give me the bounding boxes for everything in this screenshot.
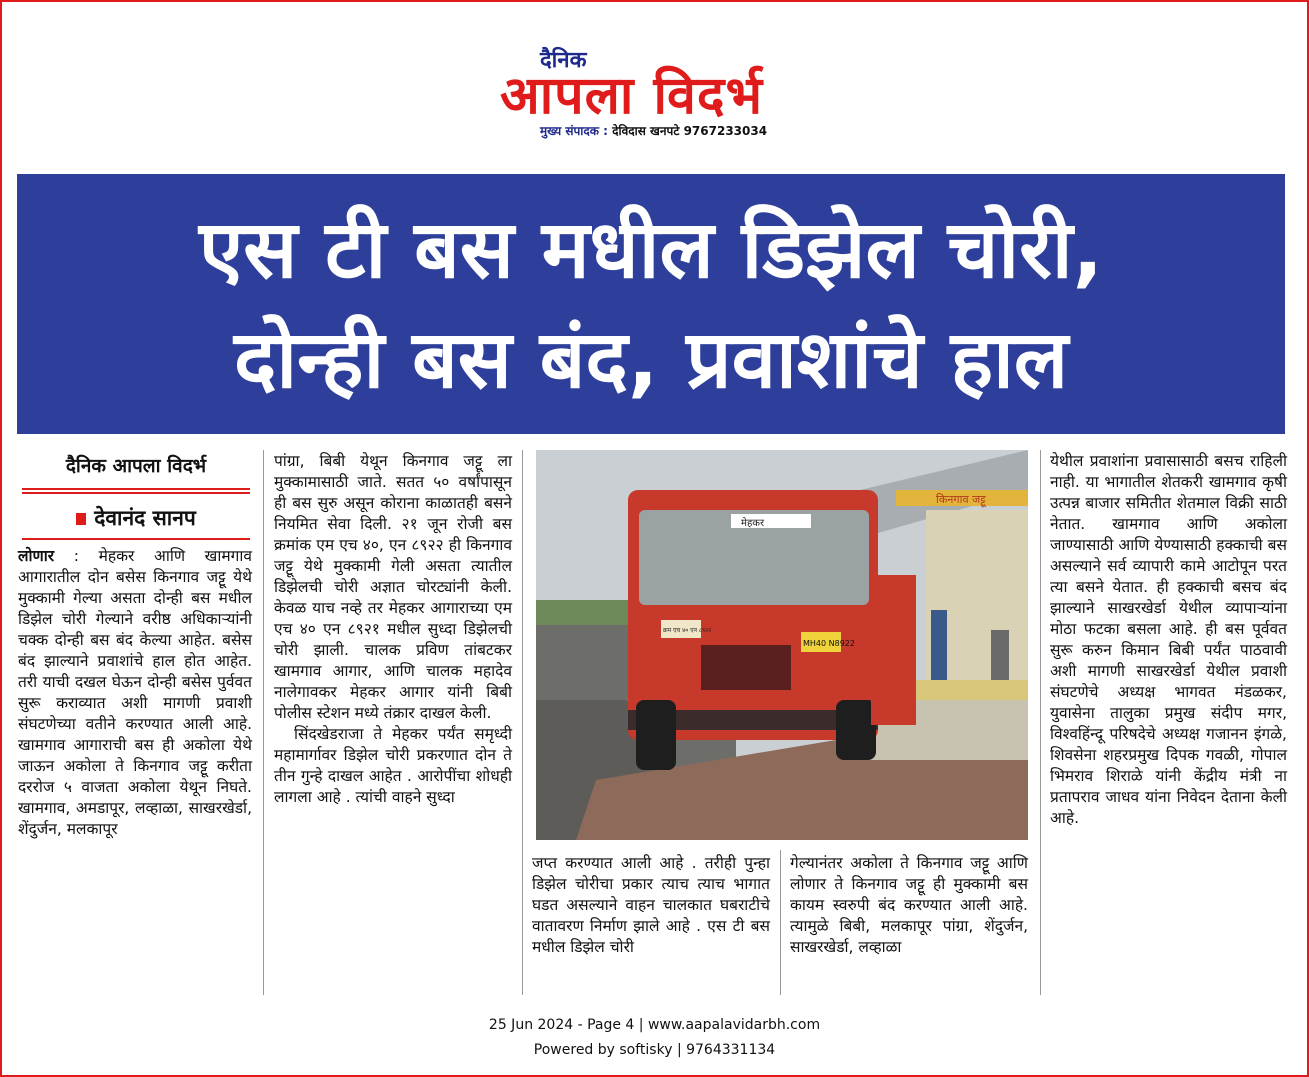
shelter-sign: किनगाव जट्टू xyxy=(936,493,986,506)
masthead-title: आपला विदर्भ xyxy=(500,66,764,126)
footer-date-page: 25 Jun 2024 - Page 4 | www.aapalavidarbh.com xyxy=(488,1017,821,1033)
byline-publication: दैनिक आपला विदर्भ xyxy=(65,455,207,477)
bus-photo-image xyxy=(536,450,1028,840)
editor-value: देविदास खनपटे 9767233034 xyxy=(612,124,768,138)
square-bullet-icon xyxy=(76,513,86,525)
route-board: मेहकर xyxy=(741,518,765,529)
column-text: पांग्रा, बिबी येथून किनगाव जट्टू ला मुक्कामासाठी जाते. सतत ५० वर्षांपासून ही बस सुरु असून कोराना काळातही बसने नियमित सेवा दिली. २१ जून रोजी बस क्रमांक एम एच ४०, एन ८९२२ ही किनगाव जट्टू येथे मुक्कामी गेली असता त्यातील डिझेलची चोरी अज्ञात चोरट्यांनी केली. केवळ याच नव्हे तर मेहकर आगाराच्या एम एच ४० एन ८९२१ मधील सुध्दा डिझेलची चोरी झाली. चालक प्रविण तांबटकर खामगाव आगार, आणि चालक महादेव नालेगावकर मेहकर आगार यांनी बिबी पोलीस स्टेशन मध्ये तंक्रार दाखल केली. xyxy=(274,452,512,722)
article-column-2 xyxy=(274,451,512,808)
column-rule xyxy=(522,450,523,995)
column-text: सिंदखेडराजा ते मेहकर पर्यंत समृध्दी महामार्गावर डिझेल चोरी प्रकरणात दोन ते तीन गुन्हे दाखल आहेत . आरोपींचा शोधही लागला आहे . त्यांची वाहने सुध्दा xyxy=(274,725,512,806)
column-rule xyxy=(780,850,781,995)
column-rule xyxy=(263,450,264,995)
editor-label: मुख्य संपादक : xyxy=(540,124,608,138)
byline-author xyxy=(22,504,250,532)
article-column-4 xyxy=(790,853,1028,958)
footer-powered-by: Powered by softisky | 9764331134 xyxy=(533,1042,776,1058)
headline-line-2: दोन्ही बस बंद, प्रवाशांचे हाल xyxy=(233,313,1069,406)
bus-photo xyxy=(536,450,1028,840)
dateline: लोणार xyxy=(18,547,55,565)
column-rule xyxy=(1040,450,1041,995)
column-text: : मेहकर आणि खामगाव आगारातील दोन बसेस किनगाव जट्टू येथे मुक्कामी गेल्या असता दोन्ही बस मधील डिझेल चोरी गेल्याने वरीष्ठ अधिकाऱ्यांनी चक्क दोन्ही बस बंद केल्या आहेत. बसेस बंद झाल्याने प्रवाशांचे हाल होत आहेत. तरी याची दखल घेऊन दोन्ही बसेस पुर्ववत सुरू कराव्यात अशी मागणी प्रवाशी संघटणेच्या वतीने करण्यात आली आहे. खामगाव आगाराची बस ही अकोला येथे जाऊन अकोला ते किनगाव जट्टू करीता दररोज ५ वाजता अकोला येथून निघते. खामगाव, अमडापूर, लव्हाळा, साखरखेर्डा, शेंदुर्जन, मलकापूर xyxy=(18,547,252,838)
article-column-1 xyxy=(18,546,252,840)
plate-number: MH40 N8922 xyxy=(803,639,855,648)
headline-line-1: एस टी बस मधील डिझेल चोरी, xyxy=(199,203,1103,296)
front-plate-text: क्रम एच ४० एन ८९२२ xyxy=(663,627,712,634)
divider xyxy=(22,538,250,540)
column-text: येथील प्रवाशांना प्रवासासाठी बसच राहिली नाही. या भागातील शेतकरी खामगाव कृषी उत्पन्न बाजार समितीत शेतमाल विक्री साठी नेतात. खामगाव आणि अकोला जाण्यासाठी आणि येण्यासाठी हक्काची बस असल्याने सर्व व्यापारी कामे आटोपून परत त्या बसने येतात. ही हक्काची बसच बंद झाल्याने साखरखेर्डा येथील व्यापाऱ्यांना मोठा फटका बसला आहे. ही बस पूर्ववत सुरू करुन किमान बिबी पर्यंत पाठवावी अशी मागणी साखरखेर्डा येथील प्रवाशी संघटणेचे अध्यक्ष भागवत मंडळकर, युवासेना तालुका प्रमुख संदीप मगर, विश्वहिंन्दू परिषदेचे अध्यक्ष गजानन इंगळे, शिवसेना शहरप्रमुख दिपक गवळी, गोपाल भिमराव शिराळे यांनी केंद्रीय मंत्री ना प्रतापराव जाधव यांना निवेदन देताना केली आहे. xyxy=(1050,452,1287,827)
divider xyxy=(22,488,250,490)
masthead-editor xyxy=(540,122,767,139)
article-column-5 xyxy=(1050,451,1287,829)
author-name: देवानंद सानप xyxy=(94,506,196,530)
article-column-3 xyxy=(532,853,770,958)
column-text: गेल्यानंतर अकोला ते किनगाव जट्टू आणि लोणार ते किनगाव जट्टू ही मुक्कामी बस कायम स्वरुपी बंद करण्यात आली आहे. त्यामुळे बिबी, मलकापूर पांग्रा, शेंदुर्जन, साखरखेर्डा, लव्हाळा xyxy=(790,854,1028,956)
column-text: जप्त करण्यात आली आहे . तरीही पुन्हा डिझेल चोरीचा प्रकार त्याच त्याच भागात घडत असल्याने वाहन चालकात घबराटीचे वातावरण निर्माण झाले आहे . एस टी बस मधील डिझेल चोरी xyxy=(532,854,770,956)
headline-banner xyxy=(17,174,1285,434)
divider xyxy=(22,492,250,494)
masthead-small: दैनिक xyxy=(540,48,587,73)
